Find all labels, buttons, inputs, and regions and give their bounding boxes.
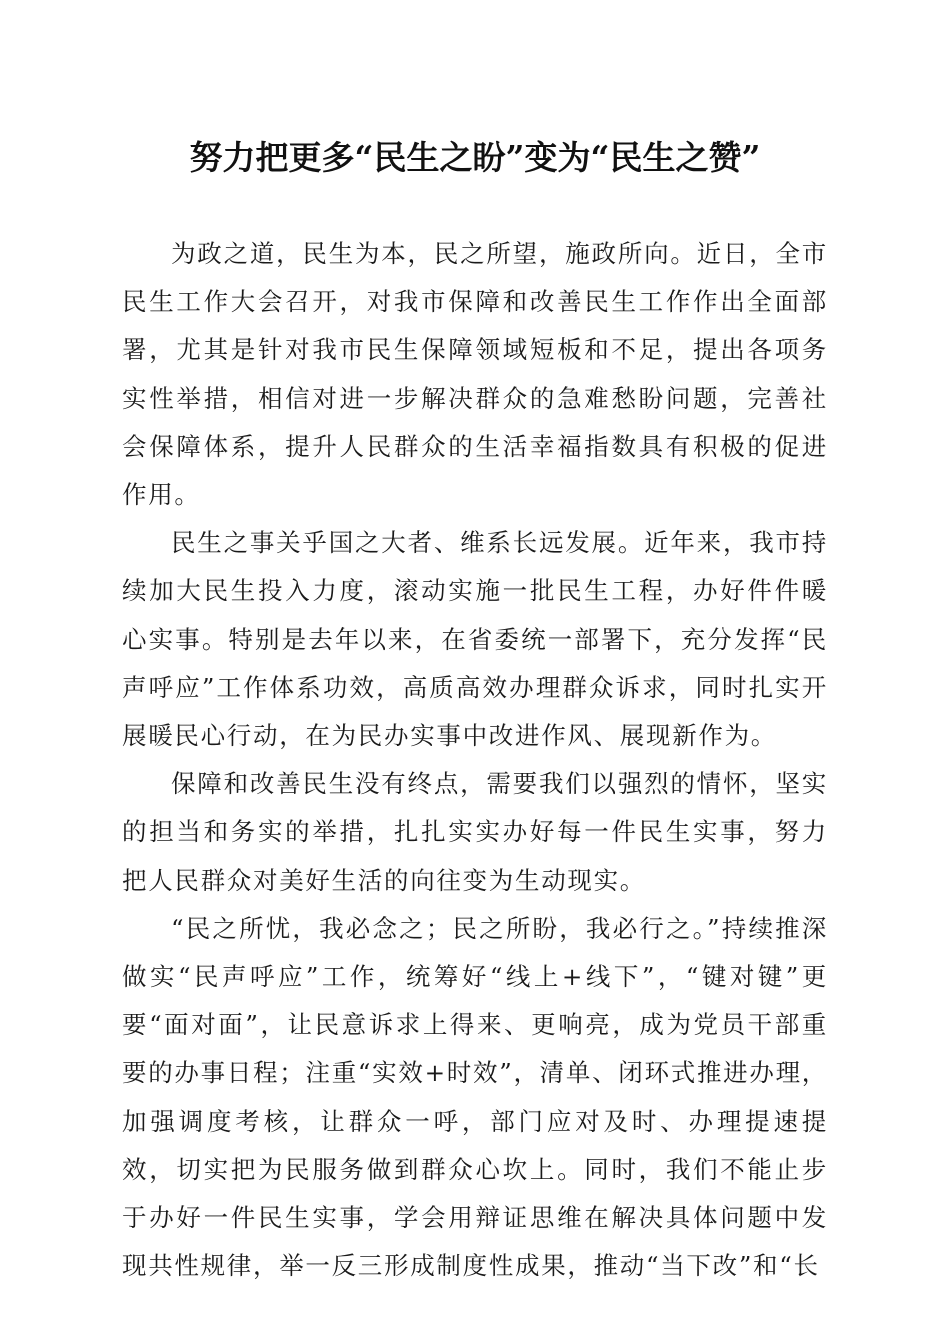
paragraph: 为政之道，民生为本，民之所望，施政所向。近日，全市民生工作大会召开，对我市保障和改善民生工作作出全面部署，尤其是针对我市民生保障领域短板和不足，提出各项务实性举措，相信对进一步解决群众的急难愁盼问题，完善社会保障体系，提升人民群众的生活幸福指数具有积极的促进作用。 xyxy=(122,239,828,510)
paragraph: 民生之事关乎国之大者、维系长远发展。近年来，我市持续加大民生投入力度，滚动实施一批民生工程，办好件件暖心实事。特别是去年以来，在省委统一部署下，充分发挥“民声呼应”工作体系功效，高质高效办理群众诉求，同时扎实开展暖民心行动，在为民办实事中改进作风、展现新作为。 xyxy=(122,528,828,751)
document-title: 努力把更多“民生之盼”变为“民生之赞” xyxy=(189,138,761,177)
paragraph: 保障和改善民生没有终点，需要我们以强烈的情怀，坚实的担当和务实的举措，扎扎实实办好每一件民生实事，努力把人民群众对美好生活的向往变为生动现实。 xyxy=(122,769,828,895)
paragraph: “民之所忧，我必念之；民之所盼，我必行之。”持续推深做实“民声呼应”工作，统筹好“线上+线下”，“键对键”更要“面对面”，让民意诉求上得来、更响亮，成为党员干部重要的办事日程；注重“实效+时效”，清单、闭环式推进办理，加强调度考核，让群众一呼，部门应对及时、办理提速提效，切实把为民服务做到群众心坎上。同时，我们不能止步于办好一件民生实事，学会用辩证思维在解决具体问题中发现共性规律，举一反三形成制度性成果，推动“当下改”和“长 xyxy=(122,913,828,1281)
document-body xyxy=(122,230,828,1290)
